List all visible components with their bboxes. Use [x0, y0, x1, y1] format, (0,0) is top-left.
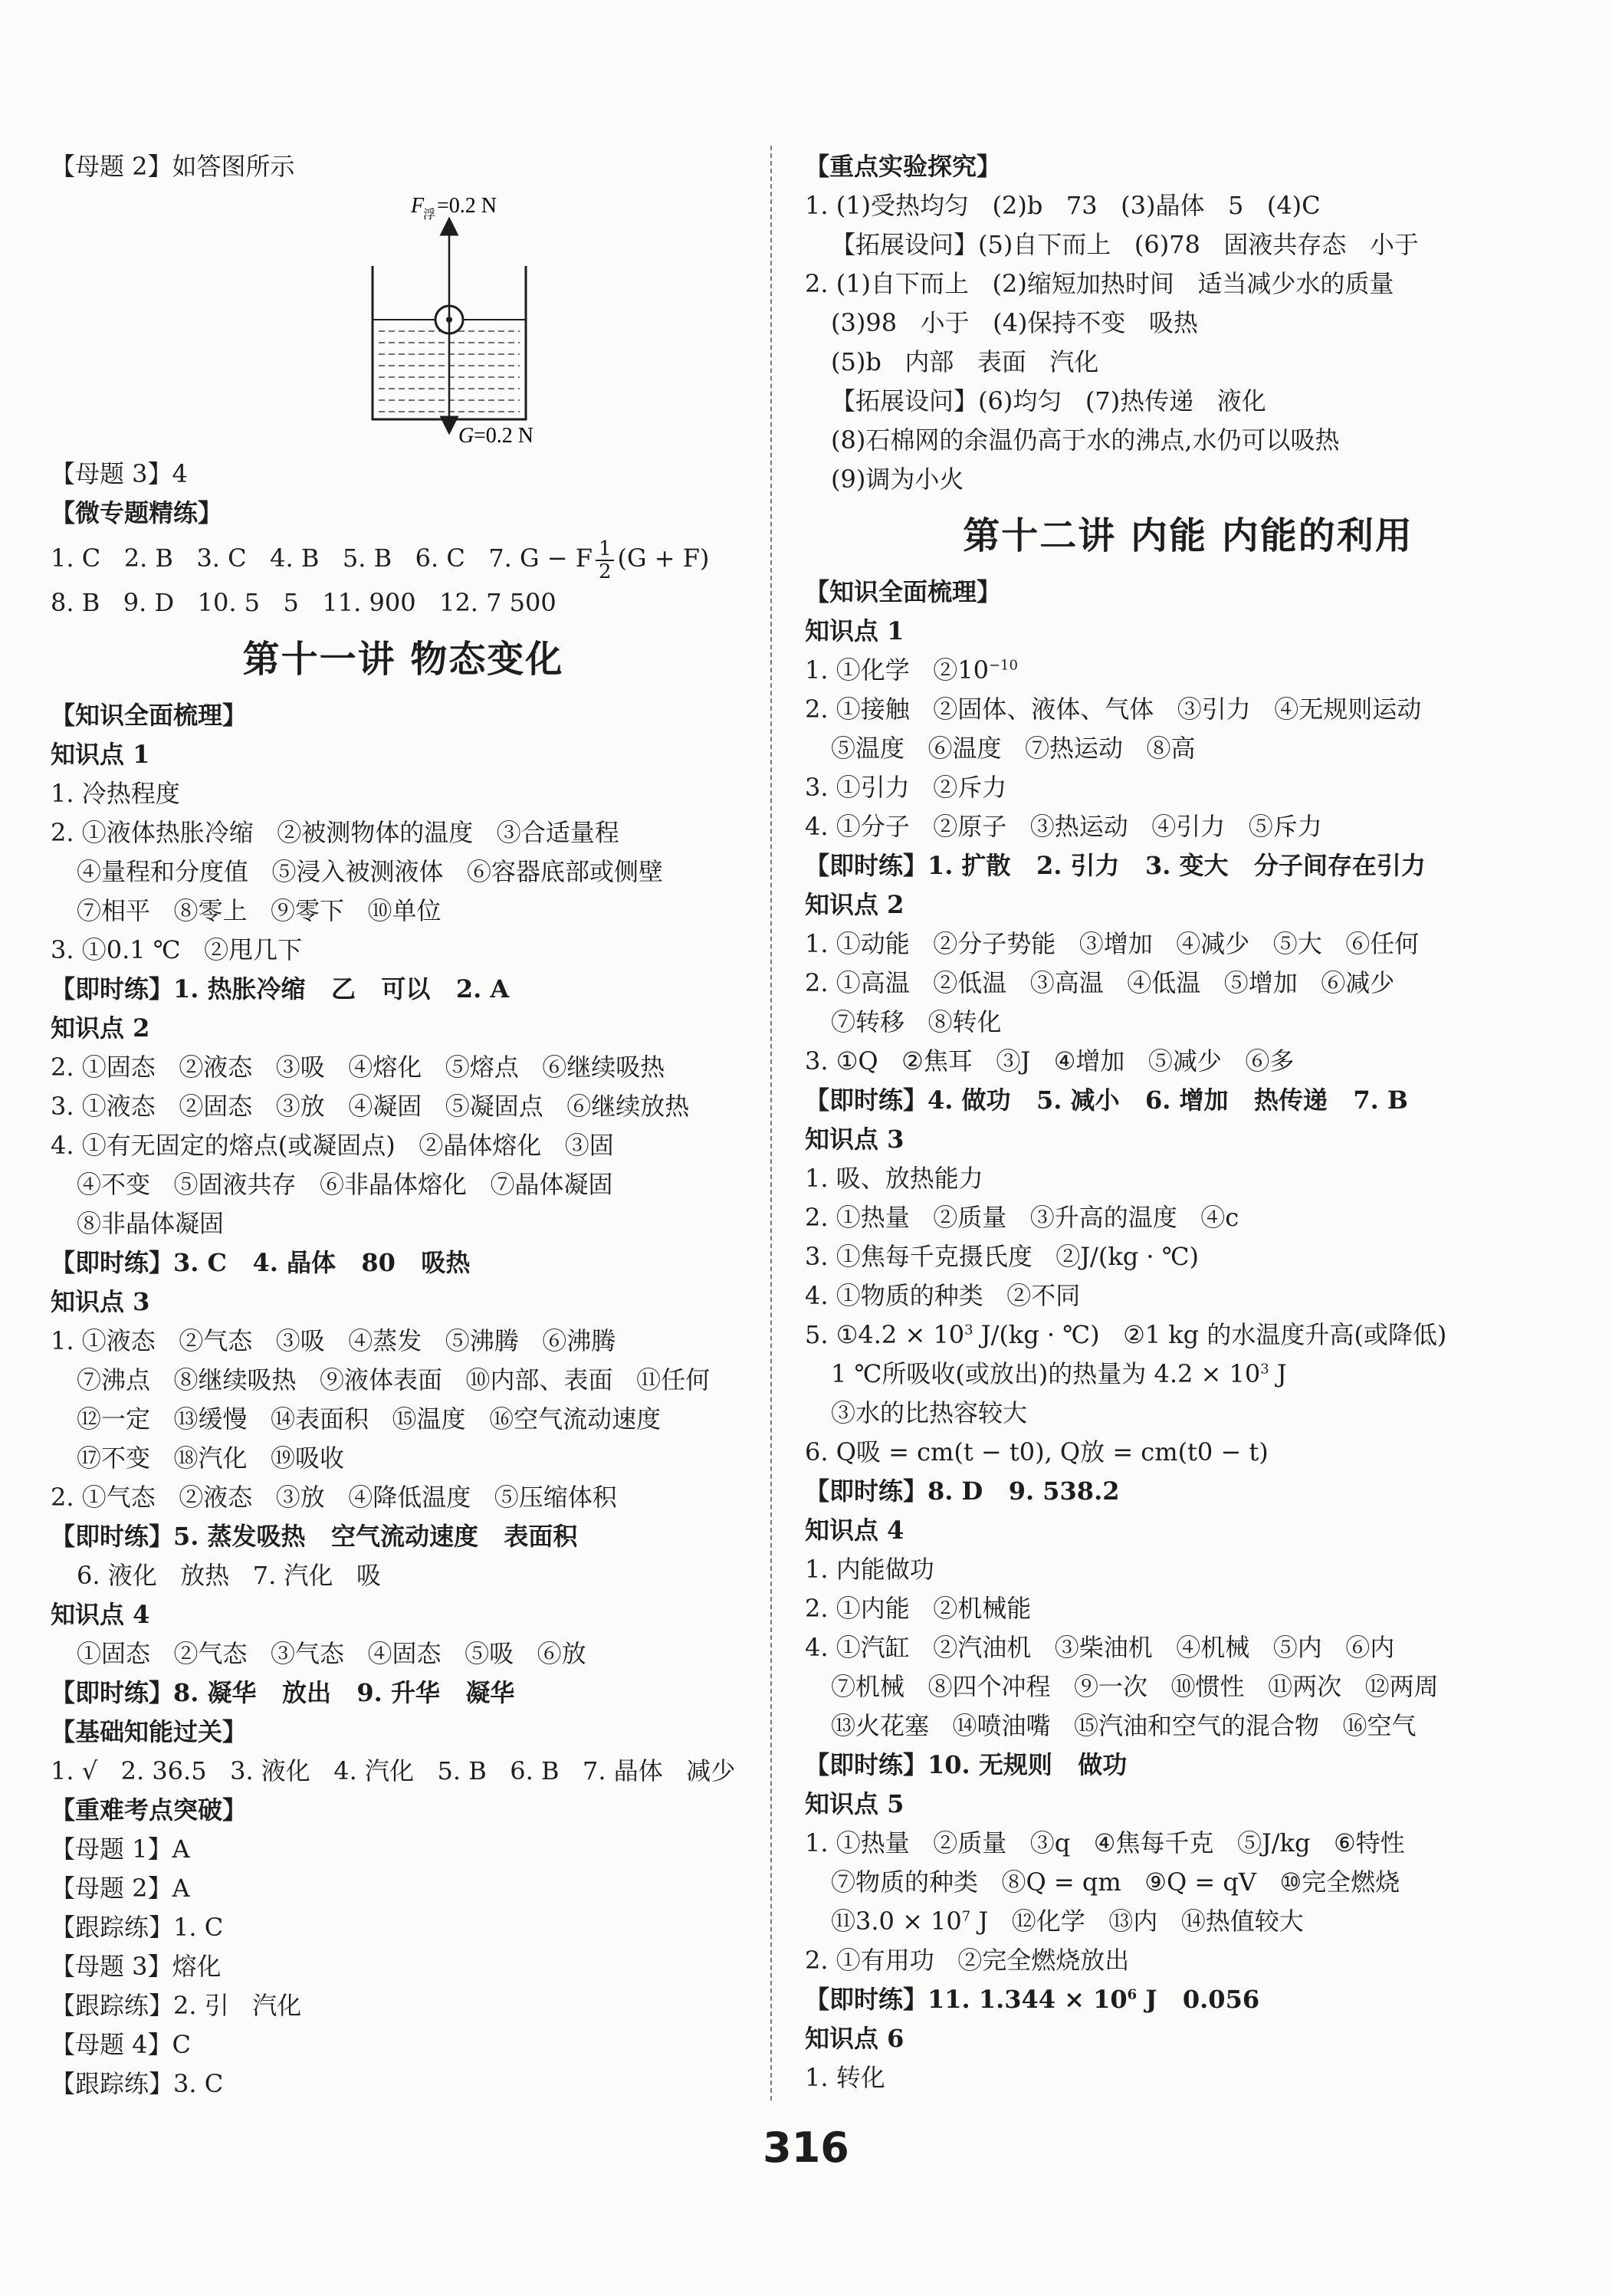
muti-4: 【母题 4】C: [51, 2030, 192, 2059]
jichu-answers: 1. √ 2. 36.5 3. 液化 4. 汽化 5. B 6. B 7. 晶体 减少: [51, 1756, 736, 1785]
ball-center: [446, 317, 452, 323]
kp2-heading-12: 知识点 2: [805, 890, 904, 919]
jishi-3b-11: 6. 液化 放热 7. 汽化 吸: [77, 1561, 381, 1590]
kp1-item-3: 3. ①0.1 ℃ ②甩几下: [51, 935, 303, 964]
zhongnan-heading: 【重难考点突破】: [51, 1795, 248, 1825]
r-kp4-item-2: 2. ①内能 ②机械能: [805, 1594, 1032, 1623]
kp3-heading-12: 知识点 3: [805, 1125, 904, 1154]
r-kp4-item-4b: ⑦机械 ⑧四个冲程 ⑨一次 ⑩惯性 ⑪两次 ⑫两周: [831, 1672, 1439, 1701]
jishi-2-11: 【即时练】3. C 4. 晶体 80 吸热: [51, 1248, 471, 1277]
r-kp1-item-1: [805, 651, 1571, 690]
jishi-5-b: J 0.056: [1137, 1985, 1260, 2014]
answers-line-1-text: 1. C 2. B 3. C 4. B 5. B 6. C 7. G − F: [51, 544, 593, 573]
exp-2e: (8)石棉网的余温仍高于水的沸点,水仍可以吸热: [831, 425, 1340, 455]
muti-3: 【母题 3】熔化: [51, 1952, 222, 1981]
exp-2: 2. (1)自下而上 (2)缩短加热时间 适当减少水的质量: [805, 269, 1394, 298]
r-kp1-item-3: 3. ①引力 ②斥力: [805, 773, 1007, 802]
r-kp1-item-1-sup: −10: [988, 657, 1018, 674]
kp4-item: ①固态 ②气态 ③气态 ④固态 ⑤吸 ⑥放: [77, 1639, 586, 1668]
r-kp3-item-2: 2. ①热量 ②质量 ③升高的温度 ④c: [805, 1203, 1239, 1232]
r-kp3-item-5-b: J/(kg · ℃) ②1 kg 的水温度升高(或降低): [973, 1320, 1447, 1349]
answers-line-1: [51, 533, 756, 583]
r-kp5-item-1c-a: ⑪3.0 × 10: [831, 1907, 962, 1936]
kp1-heading-11: 知识点 1: [51, 740, 150, 769]
genzong-2: 【跟踪练】2. 引 汽化: [51, 1991, 302, 2020]
genzong-1: 【跟踪练】1. C: [51, 1913, 224, 1942]
r-kp4-item-4: 4. ①汽缸 ②汽油机 ③柴油机 ④机械 ⑤内 ⑥内: [805, 1633, 1395, 1662]
r-kp3-item-6: 6. Q吸 = cm(t − t0), Q放 = cm(t0 − t): [805, 1437, 1269, 1467]
exp-2b: (3)98 小于 (4)保持不变 吸热: [831, 308, 1198, 337]
fraction-numerator: 1: [596, 538, 615, 561]
kp1-item-1: 1. 冷热程度: [51, 779, 180, 808]
r-kp5-item-1c-b: J ⑫化学 ⑬内 ⑭热值较大: [970, 1907, 1304, 1936]
right-column: [805, 147, 1571, 2097]
r-kp1-item-2b: ⑤温度 ⑥温度 ⑦热运动 ⑧高: [831, 734, 1196, 763]
r-kp3-item-5d: ③水的比热容较大: [831, 1398, 1028, 1427]
muti2-heading: 【母题 2】如答图所示: [51, 152, 295, 181]
muti-1: 【母题 1】A: [51, 1835, 190, 1864]
jishi-3-11: 【即时练】5. 蒸发吸热 空气流动速度 表面积: [51, 1522, 578, 1551]
r-kp3-item-5c-sup: 3: [1260, 1361, 1269, 1378]
zhishi-heading-12: 【知识全面梳理】: [805, 577, 1002, 606]
jichu-heading: 【基础知能过关】: [51, 1717, 248, 1746]
kp2-item-3: 3. ①液态 ②固态 ③放 ④凝固 ⑤凝固点 ⑥继续放热: [51, 1092, 690, 1121]
force-f-label: F: [411, 194, 425, 218]
kp3-item-1c: ⑫一定 ⑬缓慢 ⑭表面积 ⑮温度 ⑯空气流动速度: [77, 1404, 662, 1434]
kp3-item-1: 1. ①液态 ②气态 ③吸 ④蒸发 ⑤沸腾 ⑥沸腾: [51, 1326, 616, 1355]
r-kp2-item-2b: ⑦转移 ⑧转化: [831, 1007, 1002, 1036]
kp1-item-2c: ⑦相平 ⑧零上 ⑨零下 ⑩单位: [77, 896, 442, 925]
jishi-3-12: 【即时练】8. D 9. 538.2: [805, 1476, 1120, 1506]
weizhuanti-heading: 【微专题精练】: [51, 498, 223, 527]
r-kp3-item-1: 1. 吸、放热能力: [805, 1164, 983, 1193]
muti-2: 【母题 2】A: [51, 1874, 190, 1903]
fraction-denominator: 2: [598, 560, 612, 583]
r-kp5-item-1c: [805, 1902, 1571, 1941]
force-f-value: =0.2 N: [437, 194, 497, 218]
r-kp3-item-4: 4. ①物质的种类 ②不同: [805, 1281, 1081, 1310]
answers-line-2: 8. B 9. D 10. 5 5 11. 900 12. 7 500: [51, 588, 556, 617]
zhishi-heading-11: 【知识全面梳理】: [51, 701, 248, 730]
zhongdian-heading: 【重点实验探究】: [805, 152, 1002, 181]
jishi-4-11: 【即时练】8. 凝华 放出 9. 升华 凝华: [51, 1678, 515, 1707]
r-kp1-item-1-text: 1. ①化学 ②10: [805, 655, 989, 685]
jishi-5-a: 【即时练】11. 1.344 × 10: [805, 1985, 1128, 2014]
jishi-5-sup: 6: [1127, 1986, 1138, 2003]
r-kp5-item-1b: ⑦物质的种类 ⑧Q = qm ⑨Q = qV ⑩完全燃烧: [831, 1867, 1400, 1897]
r-kp3-item-3: 3. ①焦每千克摄氏度 ②J/(kg · ℃): [805, 1242, 1199, 1271]
r-kp4-item-4c: ⑬火花塞 ⑭喷油嘴 ⑮汽油和空气的混合物 ⑯空气: [831, 1711, 1417, 1740]
column-divider: [770, 146, 772, 2101]
r-kp5-item-2: 2. ①有用功 ②完全燃烧放出: [805, 1946, 1130, 1975]
r-kp5-item-1: 1. ①热量 ②质量 ③q ④焦每千克 ⑤J/kg ⑥特性: [805, 1828, 1405, 1857]
r-kp4-item-1: 1. 内能做功: [805, 1555, 934, 1584]
exp-1b: 【拓展设问】(5)自下而上 (6)78 固液共存态 小于: [831, 230, 1419, 259]
kp6-heading-12: 知识点 6: [805, 2024, 904, 2053]
kp4-heading-11: 知识点 4: [51, 1600, 150, 1629]
r-kp2-item-2: 2. ①高温 ②低温 ③高温 ④低温 ⑤增加 ⑥减少: [805, 968, 1395, 997]
jishi-1-11: 【即时练】1. 热胀冷缩 乙 可以 2. A: [51, 974, 510, 1003]
kp2-item-4b: ④不变 ⑤固液共存 ⑥非晶体熔化 ⑦晶体凝固: [77, 1170, 613, 1199]
r-kp6-item-1: 1. 转化: [805, 2063, 885, 2092]
left-column: [51, 147, 756, 2104]
r-kp2-item-1: 1. ①动能 ②分子势能 ③增加 ④减少 ⑤大 ⑥任何: [805, 929, 1420, 958]
muti3: 【母题 3】4: [51, 459, 188, 488]
kp4-heading-12: 知识点 4: [805, 1516, 904, 1545]
kp2-item-4: 4. ①有无固定的熔点(或凝固点) ②晶体熔化 ③固: [51, 1131, 614, 1160]
kp3-item-2: 2. ①气态 ②液态 ③放 ④降低温度 ⑤压缩体积: [51, 1483, 617, 1512]
answers-line-1-tail: (G + F): [617, 544, 710, 573]
r-kp3-item-5c-text: 1 ℃所吸收(或放出)的热量为 4.2 × 10: [831, 1359, 1261, 1388]
r-kp3-item-5c: [805, 1355, 1571, 1394]
lecture-11-title: 第十一讲 物态变化: [242, 638, 564, 681]
kp2-item-4c: ⑧非晶体凝固: [77, 1209, 225, 1238]
kp5-heading-12: 知识点 5: [805, 1789, 904, 1818]
r-kp5-item-1c-sup: 7: [961, 1908, 971, 1925]
jishi-1-12: 【即时练】1. 扩散 2. 引力 3. 变大 分子间存在引力: [805, 851, 1426, 880]
jishi-2-12: 【即时练】4. 做功 5. 减小 6. 增加 热传递 7. B: [805, 1086, 1408, 1115]
exp-2d: 【拓展设问】(6)均匀 (7)热传递 液化: [831, 386, 1266, 416]
force-g-value: =0.2 N: [474, 424, 534, 448]
jishi-5-12: [805, 1980, 1571, 2019]
exp-2f: (9)调为小火: [831, 465, 964, 494]
r-kp3-item-5-sup: 3: [964, 1322, 973, 1339]
r-kp1-item-2: 2. ①接触 ②固体、液体、气体 ③引力 ④无规则运动: [805, 695, 1422, 724]
kp1-item-2b: ④量程和分度值 ⑤浸入被测液体 ⑥容器底部或侧壁: [77, 857, 664, 886]
force-g-label: G: [458, 424, 474, 448]
kp3-item-1d: ⑰不变 ⑱汽化 ⑲吸收: [77, 1444, 345, 1473]
r-kp1-item-4: 4. ①分子 ②原子 ③热运动 ④引力 ⑤斥力: [805, 812, 1322, 841]
fraction-half: [596, 538, 615, 583]
force-f-subscript: 浮: [423, 207, 436, 222]
kp2-item-2: 2. ①固态 ②液态 ③吸 ④熔化 ⑤熔点 ⑥继续吸热: [51, 1053, 665, 1082]
buoyancy-force-diagram: [342, 189, 572, 450]
jishi-4-12: 【即时练】10. 无规则 做功: [805, 1750, 1128, 1779]
kp1-item-2: 2. ①液体热胀冷缩 ②被测物体的温度 ③合适量程: [51, 818, 619, 847]
genzong-3: 【跟踪练】3. C: [51, 2069, 224, 2098]
exp-2c: (5)b 内部 表面 汽化: [831, 347, 1099, 376]
lecture-12-title: 第十二讲 内能 内能的利用: [963, 514, 1413, 557]
kp3-heading-11: 知识点 3: [51, 1287, 150, 1316]
r-kp3-item-5: [805, 1316, 1571, 1355]
r-kp2-item-3: 3. ①Q ②焦耳 ③J ④增加 ⑤减少 ⑥多: [805, 1046, 1295, 1076]
r-kp3-item-5c-end: J: [1269, 1359, 1287, 1388]
kp2-heading-11: 知识点 2: [51, 1013, 150, 1043]
r-kp3-item-5-a: 5. ①4.2 × 10: [805, 1320, 965, 1349]
kp3-item-1b: ⑦沸点 ⑧继续吸热 ⑨液体表面 ⑩内部、表面 ⑪任何: [77, 1365, 711, 1394]
page-number: 316: [763, 2124, 849, 2172]
kp1-heading-12: 知识点 1: [805, 616, 904, 645]
exp-1: 1. (1)受热均匀 (2)b 73 (3)晶体 5 (4)C: [805, 191, 1321, 220]
